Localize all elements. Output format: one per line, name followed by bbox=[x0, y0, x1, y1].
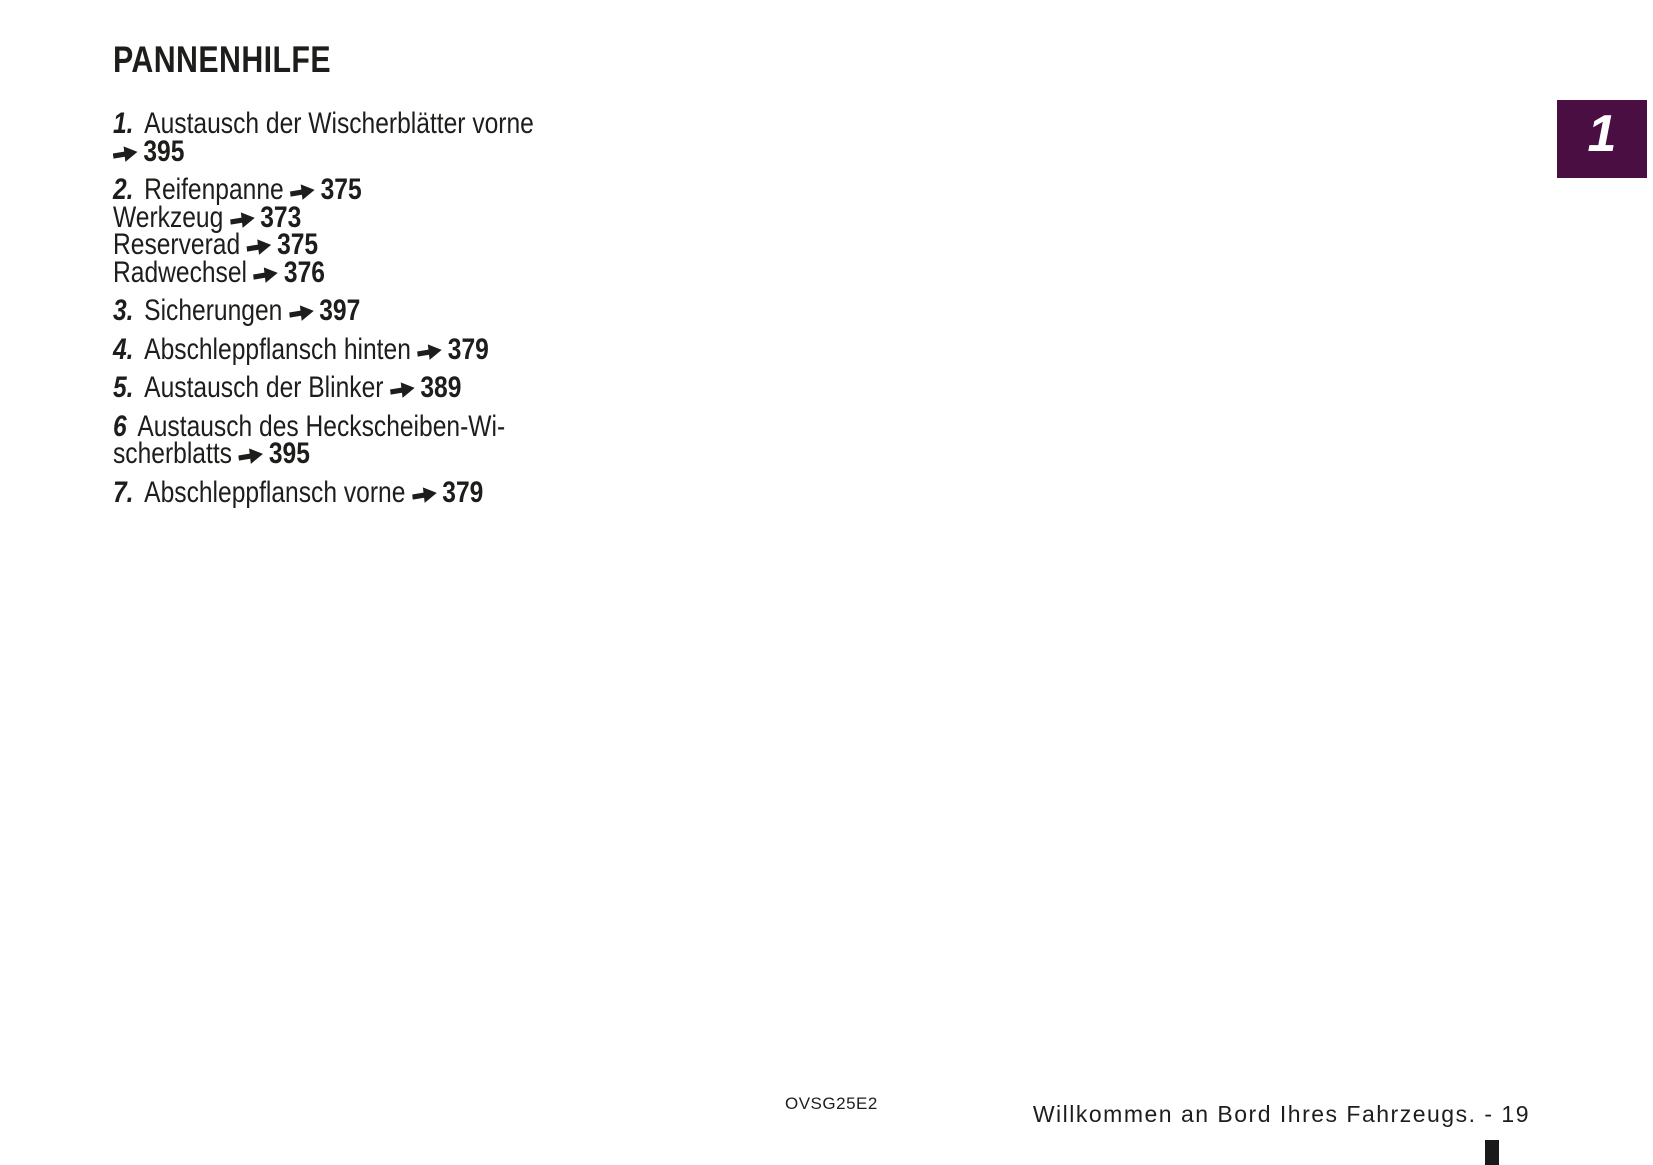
page-content bbox=[113, 38, 654, 517]
page-ref-arrow-icon bbox=[239, 448, 264, 464]
item-text: Reserverad bbox=[113, 228, 241, 261]
item-text: Reifenpanne bbox=[144, 173, 284, 206]
page-ref-arrow-icon bbox=[247, 239, 272, 255]
index-item-line bbox=[113, 332, 654, 366]
index-item bbox=[113, 371, 654, 404]
section-tab bbox=[1557, 100, 1647, 178]
page-ref-number: 375 bbox=[277, 228, 319, 261]
item-text: scherblatts bbox=[113, 437, 232, 470]
item-text: Werkzeug bbox=[113, 200, 224, 234]
index-item bbox=[113, 107, 654, 168]
index-item-line bbox=[113, 409, 654, 443]
item-text: Abschleppflansch vorne bbox=[144, 475, 406, 509]
index-item-line bbox=[113, 437, 654, 470]
page-title: PANNENHILFE bbox=[113, 39, 332, 80]
item-number: 7. bbox=[113, 475, 134, 509]
page-ref-number: 395 bbox=[268, 437, 310, 470]
index-item-line bbox=[113, 134, 654, 168]
page-ref-arrow-icon bbox=[230, 212, 255, 228]
page-ref-number: 379 bbox=[442, 475, 484, 509]
index-item bbox=[113, 173, 654, 289]
item-text: Austausch des Heckscheiben-Wi- bbox=[137, 409, 506, 443]
page-ref-number: 397 bbox=[319, 294, 361, 327]
page-ref-arrow-icon bbox=[254, 267, 279, 283]
item-text: Radwechsel bbox=[113, 255, 248, 289]
index-item-line bbox=[113, 294, 654, 327]
page-ref-number: 376 bbox=[283, 255, 325, 289]
document-code: OVSG25E2 bbox=[785, 1094, 878, 1113]
page-ref-arrow-icon bbox=[289, 305, 314, 321]
page-ref-number: 395 bbox=[143, 134, 185, 168]
item-number: 1. bbox=[113, 107, 134, 140]
page-ref-arrow-icon bbox=[412, 487, 437, 503]
item-number: 4. bbox=[113, 332, 134, 366]
page-ref-number: 375 bbox=[320, 173, 362, 206]
page-ref-arrow-icon bbox=[290, 184, 315, 200]
page-ref-arrow-icon bbox=[417, 344, 442, 360]
index-item-line bbox=[113, 371, 654, 404]
index-item-line bbox=[113, 228, 654, 261]
index-item-line bbox=[113, 107, 654, 140]
breakdown-index-list bbox=[113, 107, 654, 509]
item-number: 3. bbox=[113, 294, 134, 327]
footer-chapter-page: Willkommen an Bord Ihres Fahrzeugs. - 19 bbox=[1032, 1101, 1530, 1127]
index-item bbox=[113, 409, 654, 470]
page-ref-arrow-icon bbox=[390, 382, 415, 398]
item-number: 6 bbox=[113, 409, 127, 443]
item-number: 2. bbox=[113, 173, 134, 206]
item-number: 5. bbox=[113, 371, 134, 404]
section-tab-number: 1 bbox=[1587, 105, 1617, 163]
index-item bbox=[113, 294, 654, 327]
page-ref-number: 379 bbox=[447, 332, 489, 366]
page-ref-number: 373 bbox=[260, 200, 302, 234]
index-item-line bbox=[113, 200, 654, 234]
item-text: Austausch der Wischerblätter vorne bbox=[144, 107, 534, 140]
item-text: Abschleppflansch hinten bbox=[144, 332, 411, 366]
index-item-line bbox=[113, 173, 654, 206]
item-text: Austausch der Blinker bbox=[144, 371, 384, 404]
index-item bbox=[113, 332, 654, 366]
index-item bbox=[113, 475, 654, 509]
item-text: Sicherungen bbox=[144, 294, 283, 327]
index-item-line bbox=[113, 475, 654, 509]
index-item-line bbox=[113, 255, 654, 289]
page-ref-number: 389 bbox=[420, 371, 462, 404]
print-registration-mark bbox=[1485, 1140, 1499, 1165]
page-ref-arrow-icon bbox=[113, 146, 138, 162]
